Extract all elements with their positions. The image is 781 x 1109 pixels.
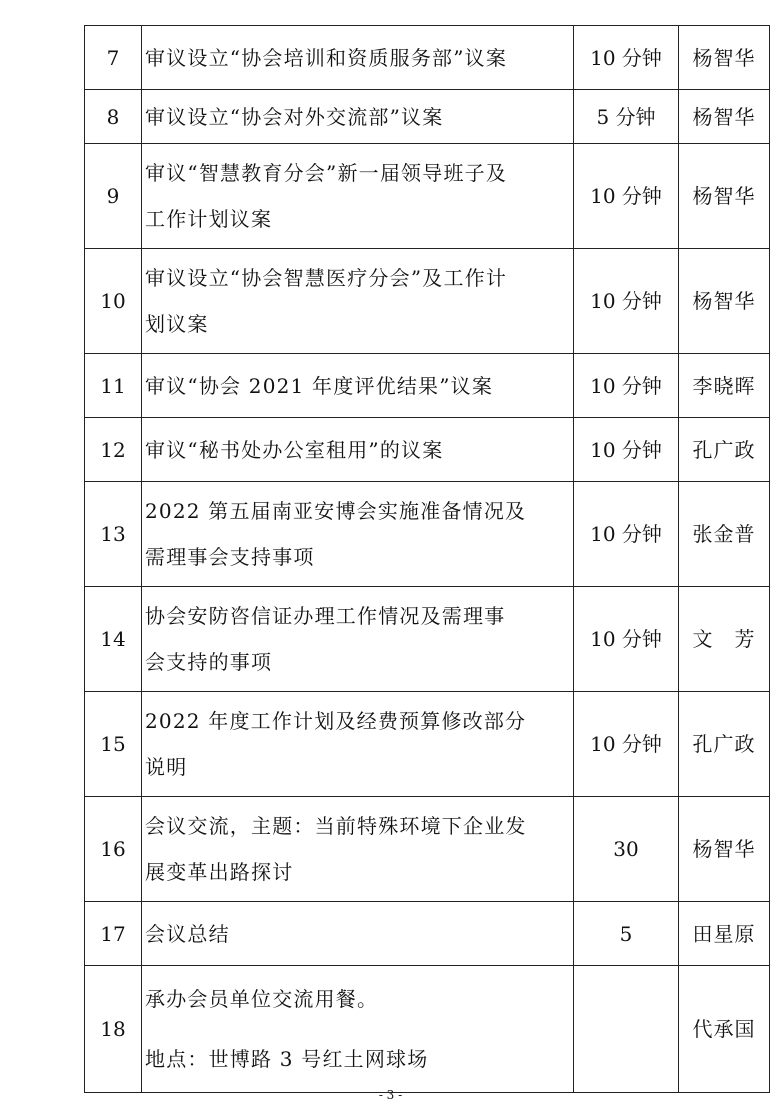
duration: 30	[574, 797, 679, 902]
table-row	[85, 692, 770, 797]
presenter: 杨智华	[679, 249, 770, 354]
row-number: 14	[85, 587, 142, 692]
agenda-item-line: 审议设立“协会智慧医疗分会”及工作计	[145, 266, 508, 290]
agenda-item	[142, 354, 574, 418]
table-row	[85, 482, 770, 587]
agenda-item-line: 审议“智慧教育分会”新一届领导班子及	[145, 161, 508, 185]
agenda-item	[142, 902, 574, 966]
agenda-item	[142, 144, 574, 249]
agenda-item	[142, 587, 574, 692]
agenda-item	[142, 418, 574, 482]
agenda-item-line: 审议设立“协会对外交流部”议案	[145, 104, 444, 129]
row-number: 13	[85, 482, 142, 587]
row-number: 12	[85, 418, 142, 482]
row-number: 16	[85, 797, 142, 902]
duration: 10 分钟	[574, 418, 679, 482]
page-number: - 3 -	[378, 1088, 403, 1102]
table-row	[85, 797, 770, 902]
presenter: 张金普	[679, 482, 770, 587]
row-number: 11	[85, 354, 142, 418]
row-number: 9	[85, 144, 142, 249]
agenda-item-line: 划议案	[145, 312, 209, 336]
table-row	[85, 90, 770, 144]
agenda-item-line: 协会安防咨信证办理工作情况及需理事	[145, 604, 506, 628]
presenter: 李晓晖	[679, 354, 770, 418]
table-row	[85, 902, 770, 966]
duration: 10 分钟	[574, 482, 679, 587]
agenda-item-line: 需理事会支持事项	[145, 545, 315, 569]
row-number: 8	[85, 90, 142, 144]
table-row	[85, 26, 770, 90]
duration: 10 分钟	[574, 249, 679, 354]
agenda-item	[142, 966, 574, 1093]
presenter: 杨智华	[679, 26, 770, 90]
table-row	[85, 587, 770, 692]
presenter: 杨智华	[679, 797, 770, 902]
duration: 5	[574, 902, 679, 966]
agenda-item	[142, 26, 574, 90]
duration: 10 分钟	[574, 144, 679, 249]
agenda-table	[84, 25, 770, 1093]
agenda-item	[142, 797, 574, 902]
agenda-item	[142, 482, 574, 587]
row-number: 15	[85, 692, 142, 797]
table-row	[85, 249, 770, 354]
agenda-item	[142, 90, 574, 144]
agenda-item-line: 承办会员单位交流用餐。	[145, 987, 379, 1011]
table-row	[85, 418, 770, 482]
agenda-item-line: 审议“秘书处办公室租用”的议案	[145, 437, 444, 462]
agenda-item-line: 会支持的事项	[145, 650, 273, 674]
duration: 10 分钟	[574, 692, 679, 797]
duration: 10 分钟	[574, 26, 679, 90]
presenter: 杨智华	[679, 90, 770, 144]
row-number: 7	[85, 26, 142, 90]
agenda-item-line: 说明	[145, 755, 188, 779]
duration: 10 分钟	[574, 587, 679, 692]
row-number: 18	[85, 966, 142, 1093]
duration: 10 分钟	[574, 354, 679, 418]
presenter: 田星原	[679, 902, 770, 966]
agenda-item	[142, 249, 574, 354]
agenda-item-line: 审议“协会 2021 年度评优结果”议案	[145, 373, 494, 398]
table-row	[85, 966, 770, 1093]
agenda-item-line: 地点：世博路 3 号红土网球场	[145, 1047, 429, 1071]
agenda-item-line: 展变革出路探讨	[145, 860, 294, 884]
presenter: 孔广政	[679, 418, 770, 482]
agenda-item-line: 审议设立“协会培训和资质服务部”议案	[145, 45, 508, 70]
table-row	[85, 354, 770, 418]
presenter: 代承国	[679, 966, 770, 1093]
agenda-item-line: 会议总结	[145, 921, 230, 946]
duration: 5 分钟	[574, 90, 679, 144]
table-row	[85, 144, 770, 249]
agenda-item	[142, 692, 574, 797]
agenda-item-line: 工作计划议案	[145, 207, 273, 231]
presenter: 孔广政	[679, 692, 770, 797]
agenda-item-line: 2022 第五届南亚安博会实施准备情况及	[145, 499, 527, 523]
agenda-item-line: 2022 年度工作计划及经费预算修改部分	[145, 709, 527, 733]
row-number: 10	[85, 249, 142, 354]
presenter: 文 芳	[679, 587, 770, 692]
agenda-item-line: 会议交流，主题：当前特殊环境下企业发	[145, 814, 527, 838]
presenter: 杨智华	[679, 144, 770, 249]
row-number: 17	[85, 902, 142, 966]
duration	[574, 966, 679, 1093]
